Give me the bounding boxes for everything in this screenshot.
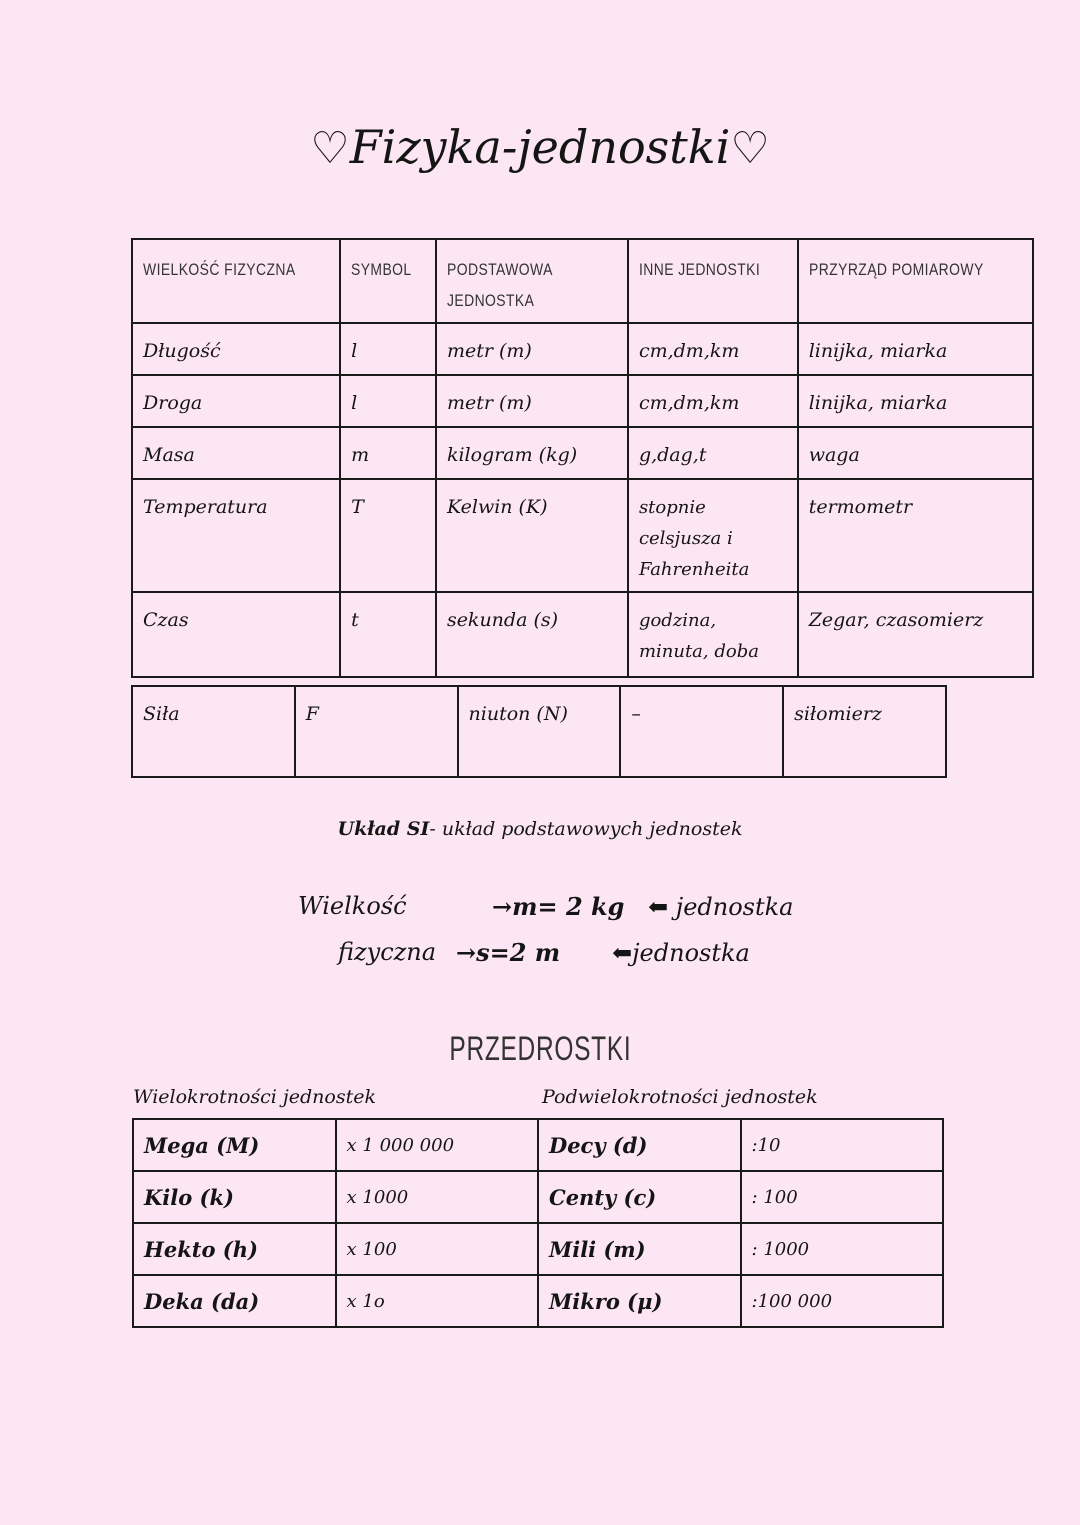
table-cell: metr (m)	[436, 323, 628, 375]
quantity-label-line2: fizyczna	[338, 938, 437, 966]
table-cell: godzina, minuta, doba	[628, 592, 798, 677]
prefixes-heading: PRZEDROSTKI	[448, 1030, 632, 1068]
prefix-name: Mikro (μ)	[538, 1275, 741, 1327]
table-row	[132, 323, 1033, 375]
table-row	[133, 1275, 943, 1327]
table-cell: t	[340, 592, 436, 677]
table-cell: sekunda (s)	[436, 592, 628, 677]
table-cell: Długość	[132, 323, 340, 375]
table-cell: metr (m)	[436, 375, 628, 427]
force-table	[131, 685, 947, 778]
page-title	[0, 120, 1080, 174]
table-cell: Droga	[132, 375, 340, 427]
table-cell: kilogram (kg)	[436, 427, 628, 479]
prefix-factor: :100 000	[741, 1275, 943, 1327]
table-row	[133, 1223, 943, 1275]
si-definition	[0, 818, 1080, 840]
header-cell: PRZYRZĄD POMIAROWY	[798, 239, 1033, 323]
table-cell: m	[340, 427, 436, 479]
prefix-name: Decy (d)	[538, 1119, 741, 1171]
left-arrow-icon: ⬅	[612, 938, 633, 967]
si-description: - układ podstawowych jednostek	[429, 818, 743, 840]
table-cell: waga	[798, 427, 1033, 479]
table-cell: cm,dm,km	[628, 375, 798, 427]
table-cell: niuton (N)	[458, 686, 621, 777]
table-cell: Temperatura	[132, 479, 340, 592]
table-cell: siłomierz	[783, 686, 946, 777]
table-cell: termometr	[798, 479, 1033, 592]
header-cell: PODSTAWOWA JEDNOSTKA	[436, 239, 628, 323]
table-cell: F	[295, 686, 458, 777]
header-cell: INNE JEDNOSTKI	[628, 239, 798, 323]
unit-label: jednostka	[675, 893, 794, 921]
prefix-name: Mega (M)	[133, 1119, 336, 1171]
table-cell: l	[340, 375, 436, 427]
table-cell: linijka, miarka	[798, 375, 1033, 427]
table-row	[133, 1119, 943, 1171]
table-cell: linijka, miarka	[798, 323, 1033, 375]
prefix-name: Hekto (h)	[133, 1223, 336, 1275]
quantity-label-line1: Wielkość	[298, 892, 407, 920]
multiples-label: Wielokrotności jednostek	[133, 1086, 377, 1108]
unit-pointer-2	[612, 938, 750, 967]
unit-pointer-1	[648, 892, 793, 921]
table-row	[132, 686, 946, 777]
unit-label: jednostka	[632, 939, 750, 967]
table-row	[132, 592, 1033, 677]
table-row	[133, 1171, 943, 1223]
prefix-name: Centy (c)	[538, 1171, 741, 1223]
table-cell: T	[340, 479, 436, 592]
prefix-factor: x 100	[336, 1223, 538, 1275]
table-row	[132, 479, 1033, 592]
table-cell: Siła	[132, 686, 295, 777]
table-row	[132, 375, 1033, 427]
units-table	[131, 238, 1034, 678]
header-cell: SYMBOL	[340, 239, 436, 323]
table-cell: cm,dm,km	[628, 323, 798, 375]
prefix-factor: x 1o	[336, 1275, 538, 1327]
submultiples-label: Podwielokrotności jednostek	[542, 1086, 818, 1108]
table-cell: Kelwin (K)	[436, 479, 628, 592]
prefixes-table	[132, 1118, 944, 1328]
heart-icon: ♡	[310, 123, 350, 174]
prefix-factor: x 1000	[336, 1171, 538, 1223]
table-cell: stopnie celsjusza i Fahrenheita	[628, 479, 798, 592]
table-row	[132, 427, 1033, 479]
table-cell: g,dag,t	[628, 427, 798, 479]
table-cell: Czas	[132, 592, 340, 677]
prefix-factor: :10	[741, 1119, 943, 1171]
example-expression-mass: →m= 2 kg	[492, 892, 625, 921]
table-cell: Zegar, czasomierz	[798, 592, 1033, 677]
heart-icon: ♡	[730, 123, 770, 174]
prefix-factor: : 1000	[741, 1223, 943, 1275]
prefix-name: Mili (m)	[538, 1223, 741, 1275]
prefix-name: Kilo (k)	[133, 1171, 336, 1223]
prefix-name: Deka (da)	[133, 1275, 336, 1327]
title-text: Fizyka-jednostki	[349, 120, 731, 174]
si-term: Układ SI	[337, 818, 430, 840]
table-cell: –	[620, 686, 783, 777]
left-arrow-icon: ⬅	[648, 892, 669, 921]
prefix-factor: : 100	[741, 1171, 943, 1223]
example-expression-distance: →s=2 m	[456, 938, 561, 967]
table-header-row	[132, 239, 1033, 323]
table-cell: Masa	[132, 427, 340, 479]
header-cell: WIELKOŚĆ FIZYCZNA	[132, 239, 340, 323]
prefix-factor: x 1 000 000	[336, 1119, 538, 1171]
table-cell: l	[340, 323, 436, 375]
